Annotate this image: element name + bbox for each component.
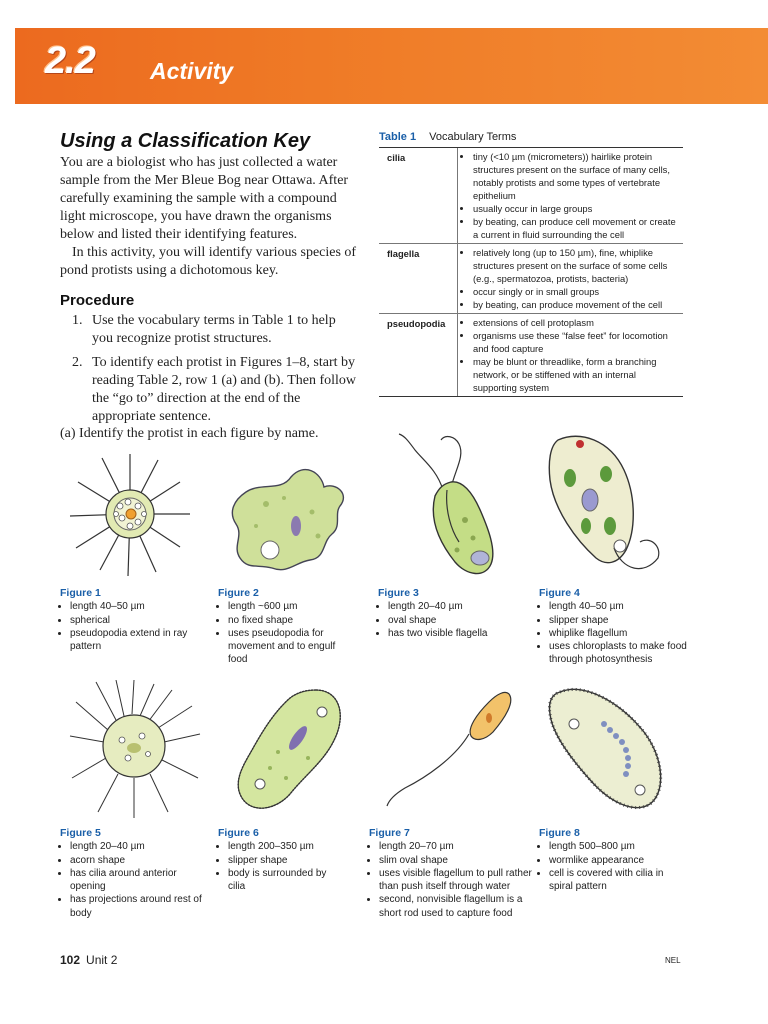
figure-8-illustration bbox=[540, 684, 670, 816]
list-item: • cell is covered with cilia in spiral pattern bbox=[549, 867, 684, 894]
step-text: To identify each protist in Figures 1–8, start by reading Table 2, row 1 (a) and (b). Then follow the “go to” direction at the end of the appropriate sentence. bbox=[92, 355, 357, 424]
figure-title: Figure 3 bbox=[378, 587, 419, 599]
activity-number: 2.2 bbox=[45, 40, 95, 82]
figure-1-illustration bbox=[68, 452, 193, 577]
figure-5-illustration bbox=[68, 680, 203, 820]
list-item: • length 40–50 µm bbox=[70, 600, 210, 613]
list-item: • has two visible flagella bbox=[388, 627, 528, 640]
procedure-step bbox=[60, 354, 360, 426]
list-item: • length ~600 µm bbox=[228, 600, 343, 613]
table-description bbox=[457, 314, 683, 396]
figure-caption bbox=[369, 827, 534, 920]
list-item: • no fixed shape bbox=[228, 614, 343, 627]
table-term: pseudopodia bbox=[387, 318, 446, 329]
list-item: • has projections around rest of body bbox=[70, 893, 205, 920]
unit-label: Unit 2 bbox=[86, 953, 118, 967]
table-title: Vocabulary Terms bbox=[429, 131, 517, 143]
figure-caption bbox=[539, 587, 689, 667]
figure-title: Figure 1 bbox=[60, 587, 101, 599]
intro-text bbox=[60, 154, 360, 280]
figure-3-illustration bbox=[385, 430, 515, 580]
figure-caption bbox=[60, 827, 205, 920]
figure-caption bbox=[218, 587, 343, 667]
procedure-steps bbox=[60, 312, 360, 432]
list-item: • body is surrounded by cilia bbox=[228, 867, 343, 894]
step-text: Use the vocabulary terms in Table 1 to help you recognize protist structures. bbox=[92, 313, 336, 346]
table-description bbox=[457, 244, 683, 313]
list-item: • wormlike appearance bbox=[549, 854, 684, 867]
list-item: • slipper shape bbox=[228, 854, 343, 867]
list-item: • length 20–40 µm bbox=[388, 600, 528, 613]
figure-title: Figure 6 bbox=[218, 827, 259, 839]
figure-caption bbox=[218, 827, 343, 893]
list-item: • length 40–50 µm bbox=[549, 600, 689, 613]
intro-paragraph: You are a biologist who has just collected a water sample from the Mer Bleue Bog near Ottawa. After carefully examining the sample with a compound light microscope, you have drawn the organisms below and listed their identifying features. bbox=[60, 155, 349, 242]
list-item: • pseudopodia extend in ray pattern bbox=[70, 627, 210, 654]
list-item: • may be blunt or threadlike, form a branching network, or be stiffened with an internal supporting system bbox=[473, 355, 679, 394]
figure-title: Figure 8 bbox=[539, 827, 580, 839]
figure-title: Figure 2 bbox=[218, 587, 259, 599]
table-term: cilia bbox=[387, 152, 406, 163]
list-item: • relatively long (up to 150 µm), fine, whiplike structures present on the surface of some cells (e.g., spermatozoa, protists, bacteria) bbox=[473, 246, 679, 285]
page-title: Using a Classification Key bbox=[60, 130, 311, 152]
figure-4-illustration bbox=[540, 430, 665, 580]
list-item: • slipper shape bbox=[549, 614, 689, 627]
list-item: • uses visible flagellum to pull rather than push itself through water bbox=[379, 867, 534, 894]
figure-title: Figure 5 bbox=[60, 827, 101, 839]
list-item: • length 20–70 µm bbox=[379, 840, 534, 853]
figure-2-illustration bbox=[226, 462, 356, 577]
activity-label: Activity bbox=[150, 58, 234, 84]
figure-title: Figure 7 bbox=[369, 827, 410, 839]
activity-banner bbox=[15, 28, 768, 104]
table-row bbox=[379, 244, 683, 314]
list-item: • whiplike flagellum bbox=[549, 627, 689, 640]
list-item: • uses pseudopodia for movement and to engulf food bbox=[228, 627, 343, 667]
question-a: (a) Identify the protist in each figure by name. bbox=[60, 426, 319, 441]
list-item: • by beating, can produce movement of the cell bbox=[473, 298, 679, 311]
figure-caption bbox=[539, 827, 684, 893]
table-row bbox=[379, 148, 683, 244]
list-item: • length 20–40 µm bbox=[70, 840, 205, 853]
table-caption bbox=[379, 131, 516, 143]
step-number: 1. bbox=[72, 313, 83, 328]
list-item: • occur singly or in small groups bbox=[473, 285, 679, 298]
list-item: • uses chloroplasts to make food through photosynthesis bbox=[549, 640, 689, 667]
list-item: • second, nonvisible flagellum is a short rod used to capture food bbox=[379, 893, 534, 920]
procedure-heading: Procedure bbox=[60, 292, 135, 309]
list-item: • acorn shape bbox=[70, 854, 205, 867]
figure-title: Figure 4 bbox=[539, 587, 580, 599]
figure-6-illustration bbox=[226, 682, 356, 820]
list-item: • length 200–350 µm bbox=[228, 840, 343, 853]
list-item: • length 500–800 µm bbox=[549, 840, 684, 853]
list-item: • extensions of cell protoplasm bbox=[473, 316, 679, 329]
list-item: • slim oval shape bbox=[379, 854, 534, 867]
figure-caption bbox=[60, 587, 210, 653]
table-label: Table 1 bbox=[379, 131, 417, 143]
table-description bbox=[457, 148, 683, 243]
list-item: • has cilia around anterior opening bbox=[70, 867, 205, 894]
table-term: flagella bbox=[387, 248, 420, 259]
list-item: • by beating, can produce cell movement or create a current in fluid surrounding the cell bbox=[473, 215, 679, 241]
list-item: • organisms use these “false feet” for locomotion and food capture bbox=[473, 329, 679, 355]
figure-caption bbox=[378, 587, 528, 640]
figure-7-illustration bbox=[385, 688, 515, 808]
intro-paragraph: In this activity, you will identify various species of pond protists using a dichotomous key. bbox=[60, 245, 357, 278]
page-footer bbox=[60, 953, 117, 967]
procedure-step bbox=[60, 312, 360, 348]
table-row bbox=[379, 314, 683, 396]
publisher-mark: NEL bbox=[665, 956, 681, 965]
step-number: 2. bbox=[72, 355, 83, 370]
list-item: • oval shape bbox=[388, 614, 528, 627]
list-item: • usually occur in large groups bbox=[473, 202, 679, 215]
list-item: • spherical bbox=[70, 614, 210, 627]
list-item: • tiny (<10 µm (micrometers)) hairlike protein structures present on the surface of many cells, notably protists and some types of vertebrate epithelium bbox=[473, 150, 679, 202]
vocabulary-table bbox=[379, 147, 683, 397]
page-number: 102 bbox=[60, 953, 81, 967]
